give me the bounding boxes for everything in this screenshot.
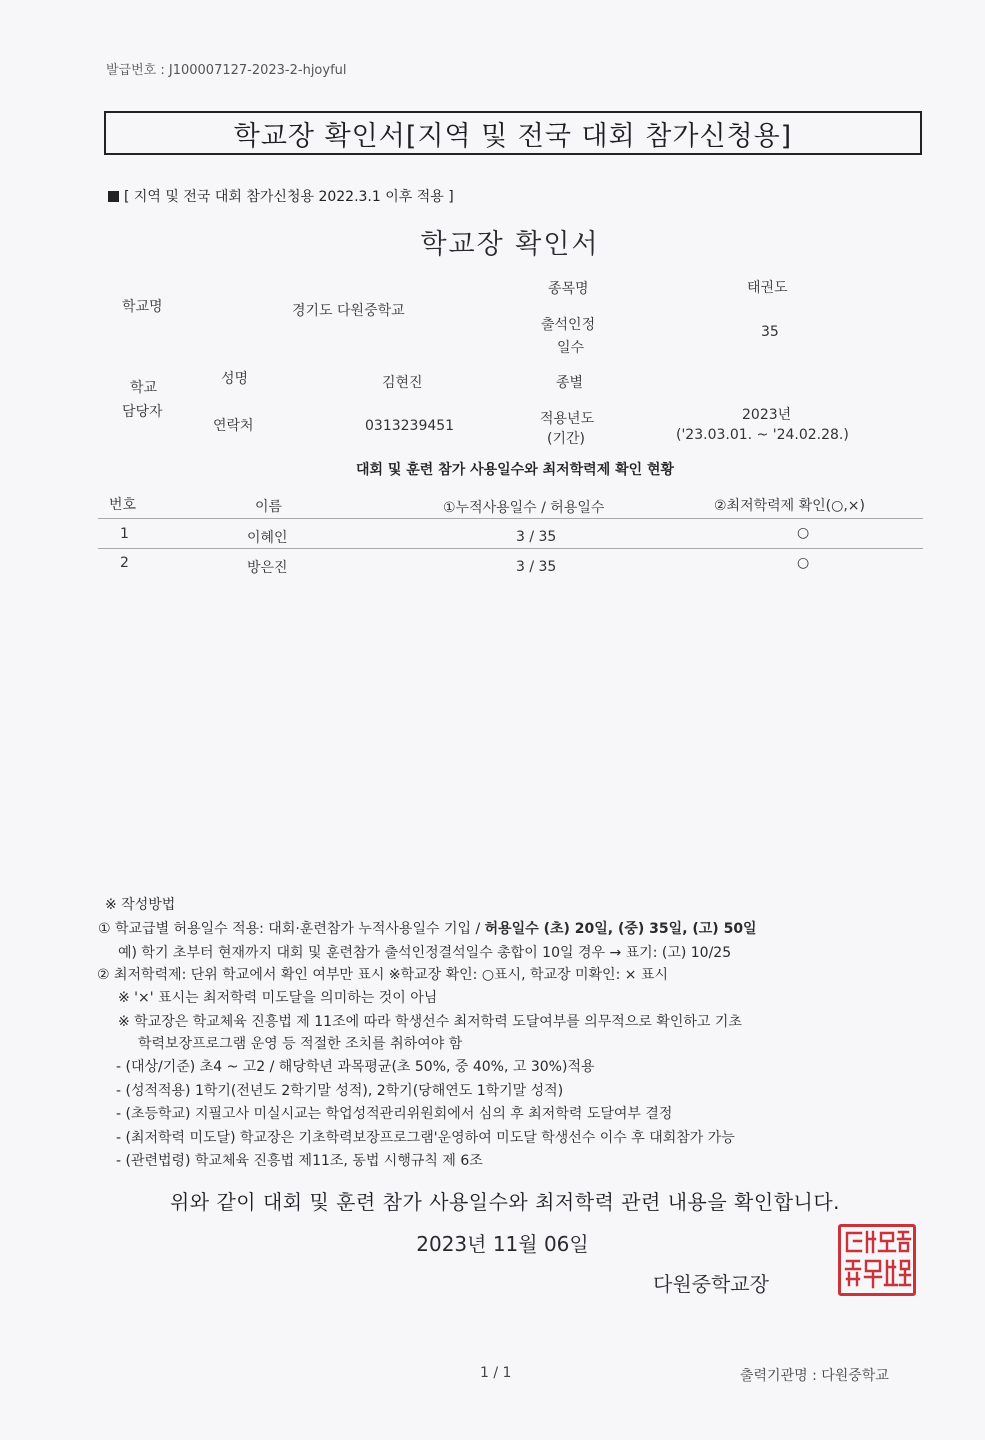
notes-line-1 [98,918,757,938]
row-check: ○ [797,555,810,571]
subtitle-text: [ 지역 및 전국 대회 참가신청용 2022.3.1 이후 적용 ] [124,189,454,205]
notes-line-1a: ① 학교급별 허용일수 적용: 대회·훈련참가 누적사용일수 기입 / [98,921,485,937]
attendance-label-1: 출석인정 [541,317,596,333]
event-value: 태권도 [747,280,788,296]
row-number: 2 [120,555,129,571]
year-label-2: (기간) [547,431,585,447]
subtitle [108,186,454,206]
school-label: 학교명 [122,299,163,315]
notes-line-3: ② 최저학력제: 단위 학교에서 확인 여부만 표시 ※학교장 확인: ○표시, 학교장 미확인: × 표시 [97,967,668,983]
principal-signature: 다원중학교장 [653,1272,769,1296]
table-header-name: 이름 [255,499,283,515]
contact-value: 0313239451 [365,418,455,434]
row-name: 이혜인 [247,530,288,546]
confirmation-statement: 위와 같이 대회 및 훈련 참가 사용일수와 최저학력 관련 내용을 확인합니다. [169,1190,841,1214]
document-title: 학교장 확인서[지역 및 전국 대회 참가신청용] [104,111,922,155]
page-number: 1 / 1 [480,1365,512,1381]
name-value: 김현진 [382,375,423,391]
year-label-1: 적용년도 [540,411,595,427]
year-value-2: ('23.03.01. ~ '24.02.28.) [676,427,849,443]
table-header-check: ②최저학력제 확인(○,×) [714,498,865,514]
row-name: 방은진 [247,560,288,576]
notes-line-9: - (초등학교) 지필고사 미실시교는 학업성적관리위원회에서 심의 후 최저학력 도달여부 결정 [116,1106,673,1122]
notes-line-4: ※ '×' 표시는 최저학력 미도달을 의미하는 것이 아님 [118,990,438,1006]
issue-date: 2023년 11월 06일 [416,1232,589,1256]
year-value-1: 2023년 [742,407,792,423]
table-header-rule [98,518,923,519]
notes-line-8: - (성적적용) 1학기(전년도 2학기말 성적), 2학기(당해연도 1학기말 성적) [116,1083,564,1099]
attendance-label-2: 일수 [557,340,585,356]
notes-line-5: ※ 학교장은 학교체육 진흥법 제 11조에 따라 학생선수 최저학력 도달여부를 의무적으로 확인하고 기초 [118,1014,742,1030]
issuer: 출력기관명 : 다원중학교 [740,1368,889,1384]
notes-line-7: - (대상/기준) 초4 ~ 고2 / 해당학년 과목평균(초 50%, 중 40%, 고 30%)적용 [116,1059,595,1075]
contact-label: 연락처 [213,418,254,434]
row-number: 1 [120,526,129,542]
notes-line-11: - (관련법령) 학교체육 진흥법 제11조, 동법 시행규칙 제 6조 [116,1153,483,1169]
section-title: 대회 및 훈련 참가 사용일수와 최저학력제 확인 현황 [355,462,675,478]
event-label: 종목명 [548,281,589,297]
table-header-days: ①누적사용일수 / 허용일수 [443,500,605,516]
page-heading: 학교장 확인서 [420,229,600,260]
notes-line-10: - (최저학력 미도달) 학교장은 기초학력보장프로그램'운영하여 미도달 학생선수 이수 후 대회참가 가능 [116,1130,735,1146]
official-seal-icon [838,1224,916,1296]
table-row-rule [98,548,923,549]
manager-label-2: 담당자 [122,404,163,420]
row-days: 3 / 35 [516,559,557,575]
row-check: ○ [797,525,810,541]
row-days: 3 / 35 [516,529,557,545]
issue-number: 발급번호 : J100007127-2023-2-hjoyful [106,63,347,78]
school-value: 경기도 다원중학교 [292,303,405,319]
notes-line-1b: 허용일수 (초) 20일, (중) 35일, (고) 50일 [484,921,757,937]
notes-line-6: 학력보장프로그램 운영 등 적절한 조치를 취하여야 함 [138,1036,463,1052]
notes-heading: ※ 작성방법 [105,897,176,913]
notes-line-2: 예) 학기 초부터 현재까지 대회 및 훈련참가 출석인정결석일수 총합이 10일 경우 → 표기: (고) 10/25 [118,945,732,961]
attendance-value: 35 [761,324,779,340]
table-header-no: 번호 [109,497,137,513]
category-label: 종별 [556,375,584,391]
manager-label-1: 학교 [130,380,158,396]
name-label: 성명 [221,371,249,387]
square-bullet-icon [108,191,119,202]
